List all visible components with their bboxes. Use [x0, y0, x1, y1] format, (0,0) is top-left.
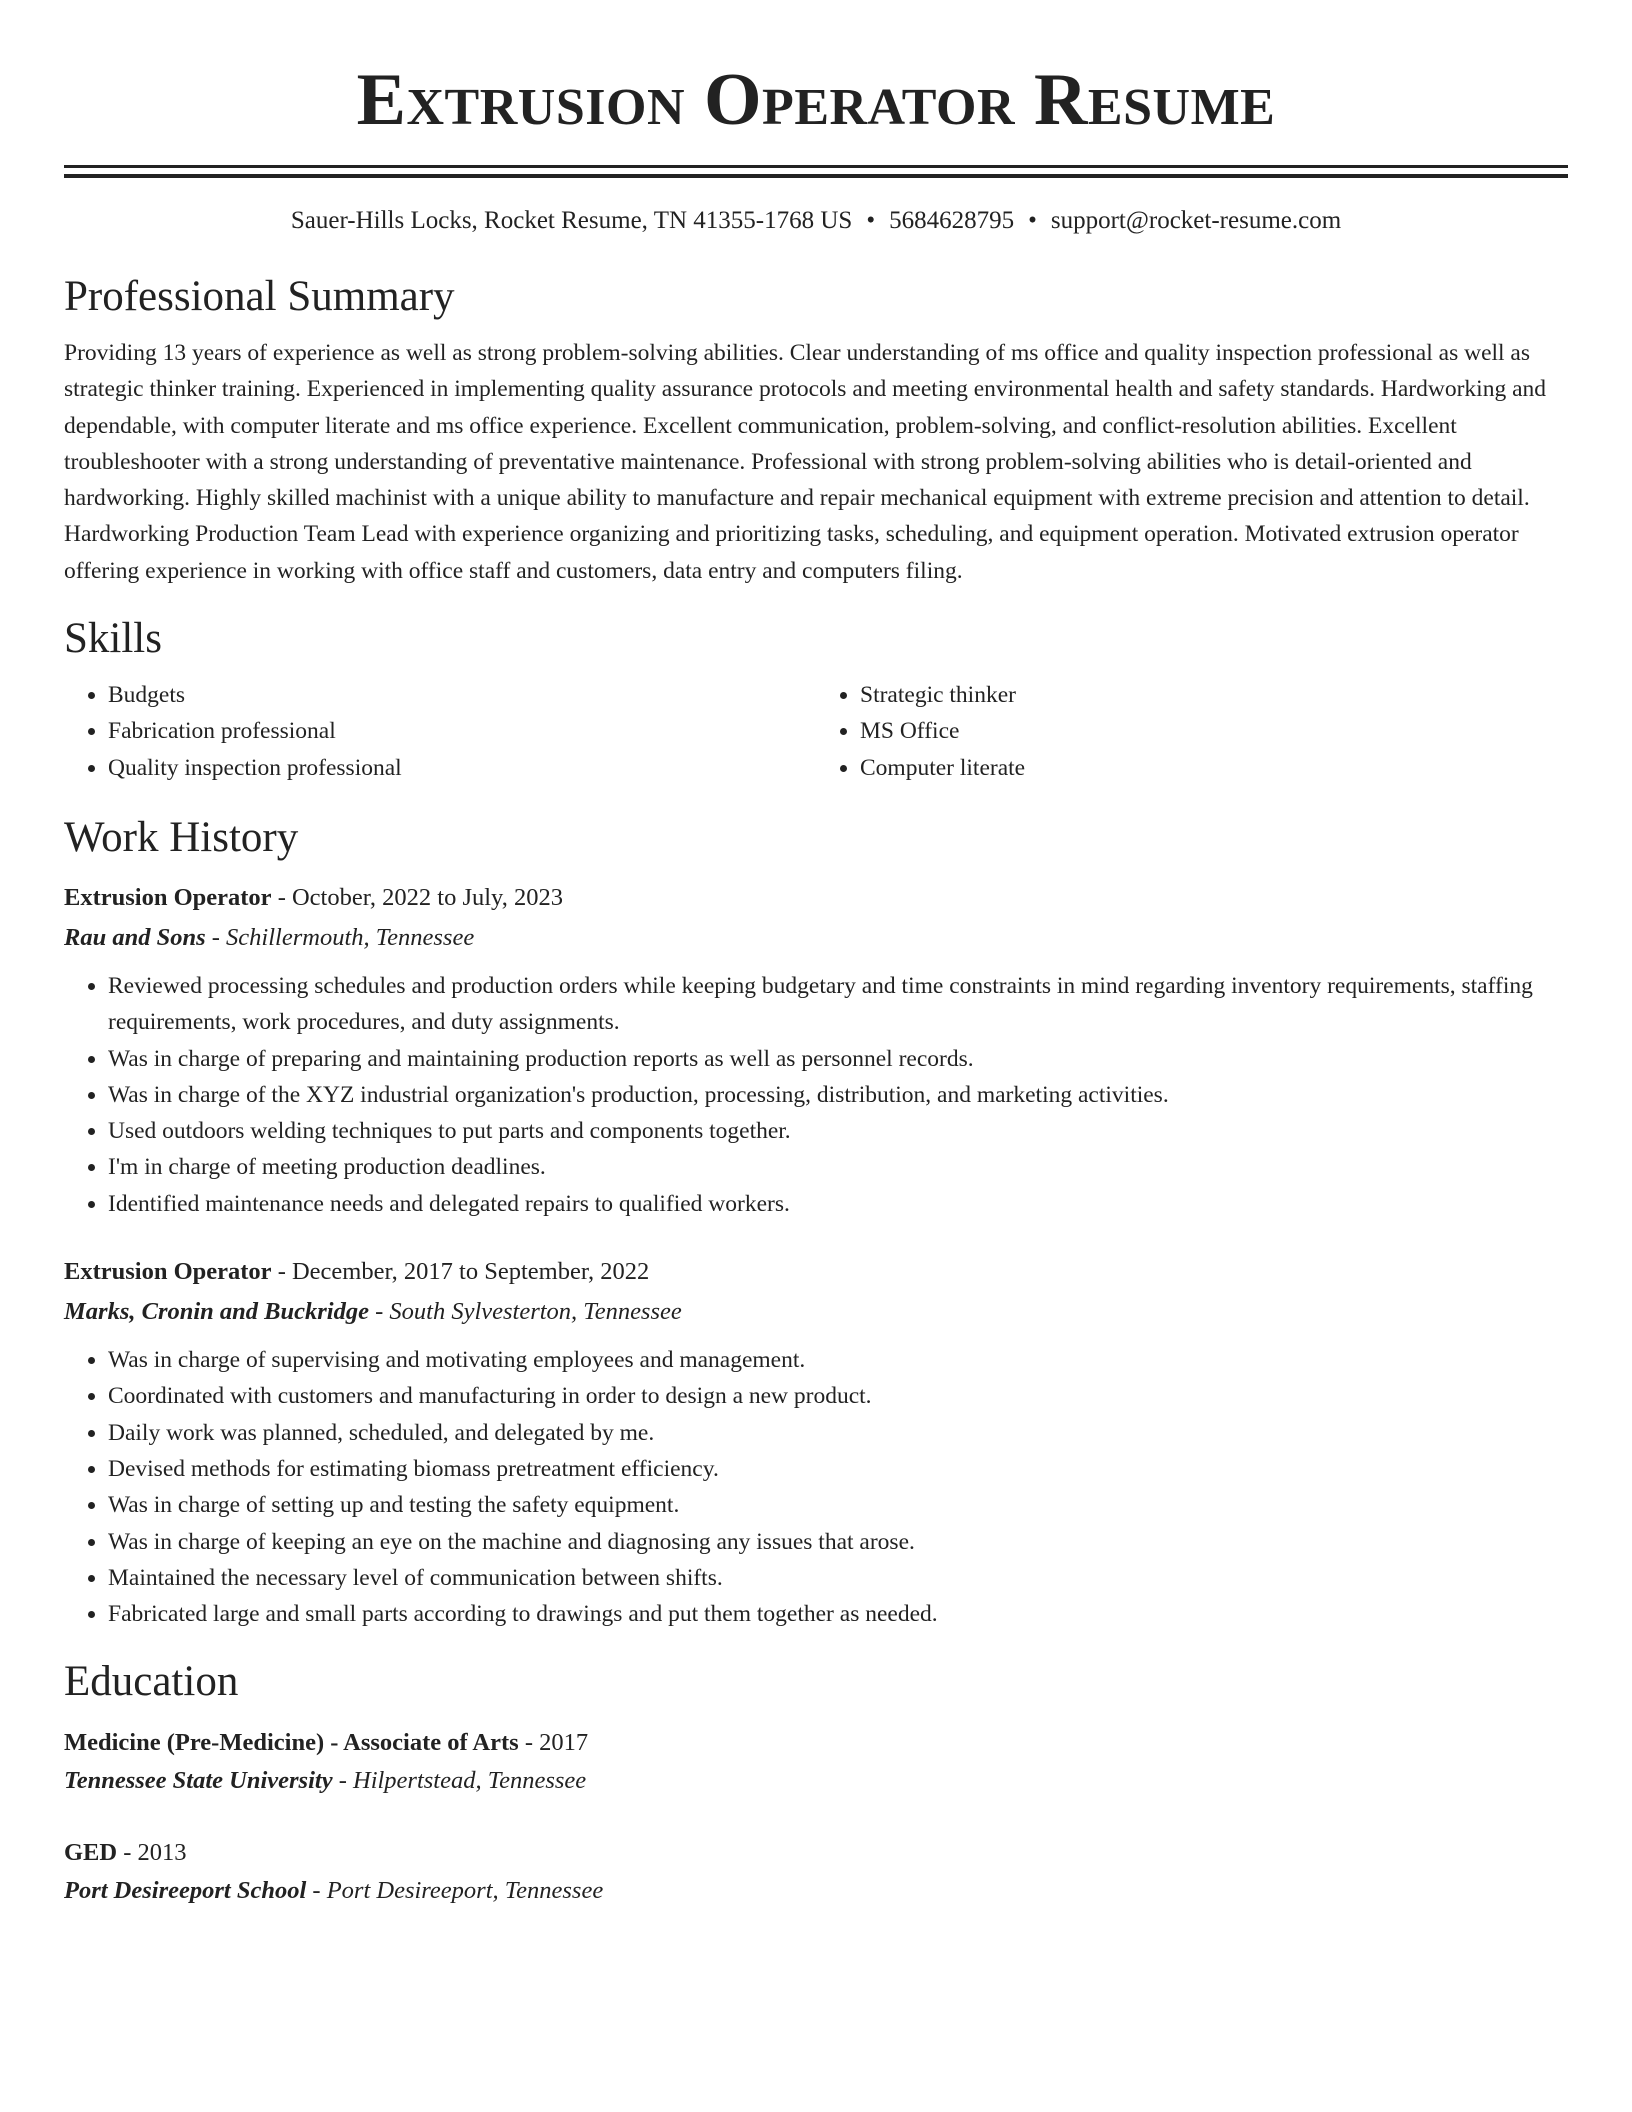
job-duty-item: • Was in charge of setting up and testing the safety equipment. — [108, 1487, 1568, 1523]
job-duty-item: • Devised methods for estimating biomass pretreatment efficiency. — [108, 1451, 1568, 1487]
job-duty-item: • I'm in charge of meeting production deadlines. — [108, 1149, 1568, 1185]
work-history-heading: Work History — [64, 813, 299, 861]
education-location: - Hilpertstead, Tennessee — [332, 1767, 587, 1795]
education-entry — [64, 1834, 1568, 1910]
skills-list — [64, 677, 1568, 786]
job-duty-item: • Was in charge of keeping an eye on the machine and diagnosing any issues that arose. — [108, 1524, 1568, 1560]
job-location: - South Sylvesterton, Tennessee — [368, 1298, 682, 1326]
education-degree: GED — [64, 1839, 118, 1867]
job-header — [64, 1252, 1568, 1292]
job-duty-item: • Coordinated with customers and manufacturing in order to design a new product. — [108, 1378, 1568, 1414]
job-company: Rau and Sons — [64, 923, 206, 951]
job-duty-item: • Daily work was planned, scheduled, and delegated by me. — [108, 1415, 1568, 1451]
education-year: - 2017 — [518, 1729, 589, 1757]
skills-column-left — [64, 677, 816, 786]
job-dates: - December, 2017 to September, 2022 — [271, 1258, 650, 1286]
job-dates: - October, 2022 to July, 2023 — [271, 883, 563, 911]
job-location: - Schillermouth, Tennessee — [205, 923, 475, 951]
summary-heading: Professional Summary — [64, 273, 455, 320]
education-location: - Port Desireeport, Tennessee — [306, 1877, 604, 1905]
education-school-line — [64, 1762, 1568, 1800]
title-divider-top — [64, 165, 1568, 168]
job-duty-item: • Was in charge of supervising and motivating employees and management. — [108, 1342, 1568, 1378]
job-duty-item: • Reviewed processing schedules and production orders while keeping budgetary and time constraints in mind regarding inventory requirements, staffing requirements, work procedures, and duty assignments. — [108, 968, 1568, 1041]
job-title: Extrusion Operator — [64, 883, 272, 911]
job-duties — [64, 968, 1568, 1222]
contact-phone: 5684628795 — [889, 207, 1015, 234]
education-year: - 2013 — [117, 1839, 187, 1867]
job-duty-item: • Used outdoors welding techniques to put parts and components together. — [108, 1113, 1568, 1149]
education-school: Tennessee State University — [64, 1767, 333, 1795]
job-company: Marks, Cronin and Buckridge — [64, 1298, 369, 1326]
skill-item: • Computer literate — [860, 750, 1568, 786]
contact-separator: • — [1028, 207, 1037, 234]
job-duty-item: • Maintained the necessary level of communication between shifts. — [108, 1560, 1568, 1596]
education-school: Port Desireeport School — [64, 1877, 307, 1905]
job-header — [64, 878, 1568, 918]
resume-title: Extrusion Operator Resume — [356, 59, 1276, 141]
job-duty-item: • Fabricated large and small parts according to drawings and put them together as needed. — [108, 1596, 1568, 1632]
contact-separator: • — [866, 207, 876, 234]
education-heading: Education — [64, 1658, 239, 1706]
job-duty-item: • Was in charge of the XYZ industrial organization's production, processing, distribution, and marketing activities. — [108, 1077, 1568, 1113]
job-duty-item: • Identified maintenance needs and delegated repairs to qualified workers. — [108, 1186, 1568, 1222]
job-company-line — [64, 918, 1568, 958]
skill-item: • MS Office — [860, 713, 1568, 749]
contact-address: Sauer-Hills Locks, Rocket Resume, TN 41355-1768 US — [290, 207, 853, 234]
education-degree: Medicine (Pre-Medicine) - Associate of Arts — [64, 1729, 519, 1757]
job-duty-item: • Was in charge of preparing and maintaining production reports as well as personnel records. — [108, 1041, 1568, 1077]
skills-heading: Skills — [64, 615, 162, 663]
contact-line — [64, 205, 1568, 237]
skill-item: • Budgets — [108, 677, 816, 713]
education-entry — [64, 1724, 1568, 1800]
skill-item: • Quality inspection professional — [108, 750, 816, 786]
contact-email: support@rocket-resume.com — [1050, 207, 1342, 234]
summary-text: Providing 13 years of experience as well as strong problem-solving abilities. Clear understanding of ms office and quality inspection professional as well as strategic thinker training. Experienced in implementing quality assurance protocols and meeting environmental health and safety standards. Hardworking and dependable, with computer literate and ms office experience. Excellent communication, problem-solving, and conflict-resolution abilities. Excellent troubleshooter with a strong understanding of preventative maintenance. Professional with strong problem-solving abilities who is detail-oriented and hardworking. Highly skilled machinist with a unique ability to manufacture and repair mechanical equipment with extreme precision and attention to detail. Hardworking Production Team Lead with experience organizing and prioritizing tasks, scheduling, and equipment operation. Motivated extrusion operator offering experience in working with office staff and customers, data entry and computers filing. — [64, 340, 1547, 584]
resume-page — [64, 0, 1568, 1910]
education-degree-line — [64, 1724, 1568, 1762]
skill-item: • Fabrication professional — [108, 713, 816, 749]
job-duties — [64, 1342, 1568, 1632]
job-company-line — [64, 1292, 1568, 1332]
job-title: Extrusion Operator — [64, 1258, 272, 1286]
education-degree-line — [64, 1834, 1568, 1872]
title-divider-bottom — [64, 174, 1568, 178]
skills-column-right — [816, 677, 1568, 786]
skill-item: • Strategic thinker — [860, 677, 1568, 713]
education-school-line — [64, 1872, 1568, 1910]
